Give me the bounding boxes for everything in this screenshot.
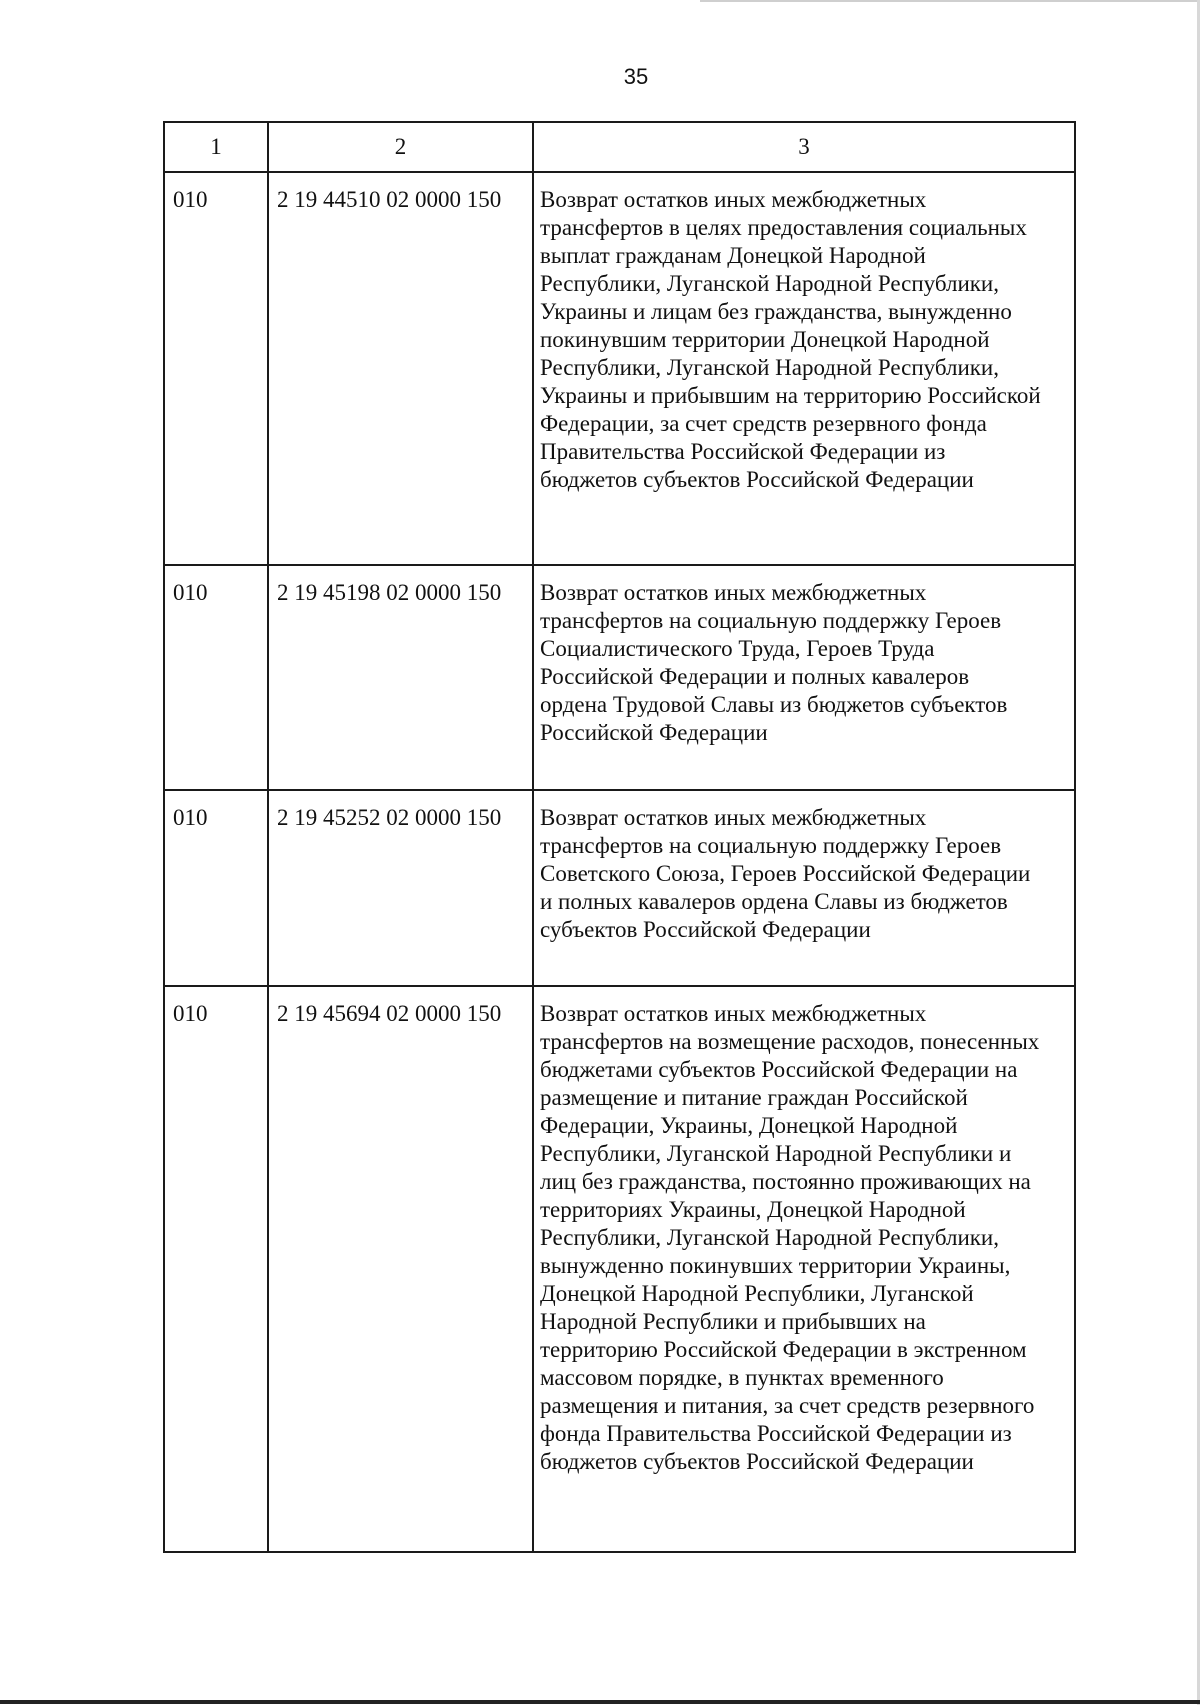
table-row: [164, 986, 1075, 1552]
administrator-code-cell: 010: [164, 172, 268, 565]
description-line: Федерации, за счет средств резервного фонда: [540, 411, 987, 436]
description-line: Правительства Российской Федерации из: [540, 439, 946, 464]
budget-classification-code-cell: 2 19 45694 02 0000 150: [268, 986, 533, 1552]
description-line: фонда Правительства Российской Федерации из: [540, 1421, 1012, 1446]
scan-top-edge: [700, 0, 1200, 2]
description-line: Народной Республики и прибывших на: [540, 1309, 926, 1334]
page-number: 35: [623, 64, 649, 89]
description-line: Социалистического Труда, Героев Труда: [540, 636, 935, 661]
column-header-2: 2: [268, 122, 533, 172]
administrator-code-cell: 010: [164, 565, 268, 790]
description-line: территорию Российской Федерации в экстренном: [540, 1337, 1027, 1362]
description-line: массовом порядке, в пунктах временного: [540, 1365, 944, 1390]
description-line: Советского Союза, Героев Российской Федерации: [540, 861, 1031, 886]
scan-bottom-edge: [0, 1700, 1200, 1704]
description-line: Возврат остатков иных межбюджетных: [540, 187, 927, 212]
description-line: лиц без гражданства, постоянно проживающих на: [540, 1169, 1031, 1194]
administrator-code-cell: 010: [164, 986, 268, 1552]
description-line: и полных кавалеров ордена Славы из бюджетов: [540, 889, 1008, 914]
table-row: [164, 172, 1075, 565]
description-line: бюджетами субъектов Российской Федерации на: [540, 1057, 1018, 1082]
budget-classification-code-cell: 2 19 45252 02 0000 150: [268, 790, 533, 986]
description-line: Российской Федерации и полных кавалеров: [540, 664, 970, 689]
description-cell: [533, 172, 1075, 565]
description-line: Федерации, Украины, Донецкой Народной: [540, 1113, 958, 1138]
description-line: бюджетов субъектов Российской Федерации: [540, 1449, 974, 1474]
description-cell: [533, 986, 1075, 1552]
description-line: Возврат остатков иных межбюджетных: [540, 580, 927, 605]
description-line: территориях Украины, Донецкой Народной: [540, 1197, 966, 1222]
table-row: [164, 790, 1075, 986]
description-line: бюджетов субъектов Российской Федерации: [540, 467, 974, 492]
description-line: Возврат остатков иных межбюджетных: [540, 1001, 927, 1026]
description-line: ордена Трудовой Славы из бюджетов субъектов: [540, 692, 1008, 717]
budget-classification-code-cell: 2 19 45198 02 0000 150: [268, 565, 533, 790]
description-line: Возврат остатков иных межбюджетных: [540, 805, 927, 830]
table-header-row: [164, 122, 1075, 172]
budget-code-table: [163, 121, 1076, 1553]
description-line: трансфертов на социальную поддержку Героев: [540, 833, 1002, 858]
description-line: Украины и прибывшим на территорию Российской: [540, 383, 1041, 408]
column-header-3: 3: [533, 122, 1075, 172]
description-cell: [533, 790, 1075, 986]
description-line: Республики, Луганской Народной Республики,: [540, 355, 999, 380]
administrator-code-cell: 010: [164, 790, 268, 986]
description-line: размещение и питание граждан Российской: [540, 1085, 968, 1110]
description-line: субъектов Российской Федерации: [540, 917, 871, 942]
description-line: вынужденно покинувших территории Украины,: [540, 1253, 1011, 1278]
description-line: трансфертов в целях предоставления социальных: [540, 215, 1027, 240]
description-line: размещения и питания, за счет средств резервного: [540, 1393, 1035, 1418]
description-line: покинувшим территории Донецкой Народной: [540, 327, 990, 352]
description-line: трансфертов на возмещение расходов, понесенных: [540, 1029, 1040, 1054]
description-cell: [533, 565, 1075, 790]
description-line: выплат гражданам Донецкой Народной: [540, 243, 926, 268]
description-line: Республики, Луганской Народной Республики,: [540, 1225, 999, 1250]
description-line: Республики, Луганской Народной Республики,: [540, 271, 999, 296]
description-line: Украины и лицам без гражданства, вынужденно: [540, 299, 1012, 324]
description-line: Российской Федерации: [540, 720, 768, 745]
table-row: [164, 565, 1075, 790]
column-header-1: 1: [164, 122, 268, 172]
description-line: Республики, Луганской Народной Республики и: [540, 1141, 1012, 1166]
description-line: трансфертов на социальную поддержку Героев: [540, 608, 1002, 633]
description-line: Донецкой Народной Республики, Луганской: [540, 1281, 974, 1306]
budget-classification-code-cell: 2 19 44510 02 0000 150: [268, 172, 533, 565]
